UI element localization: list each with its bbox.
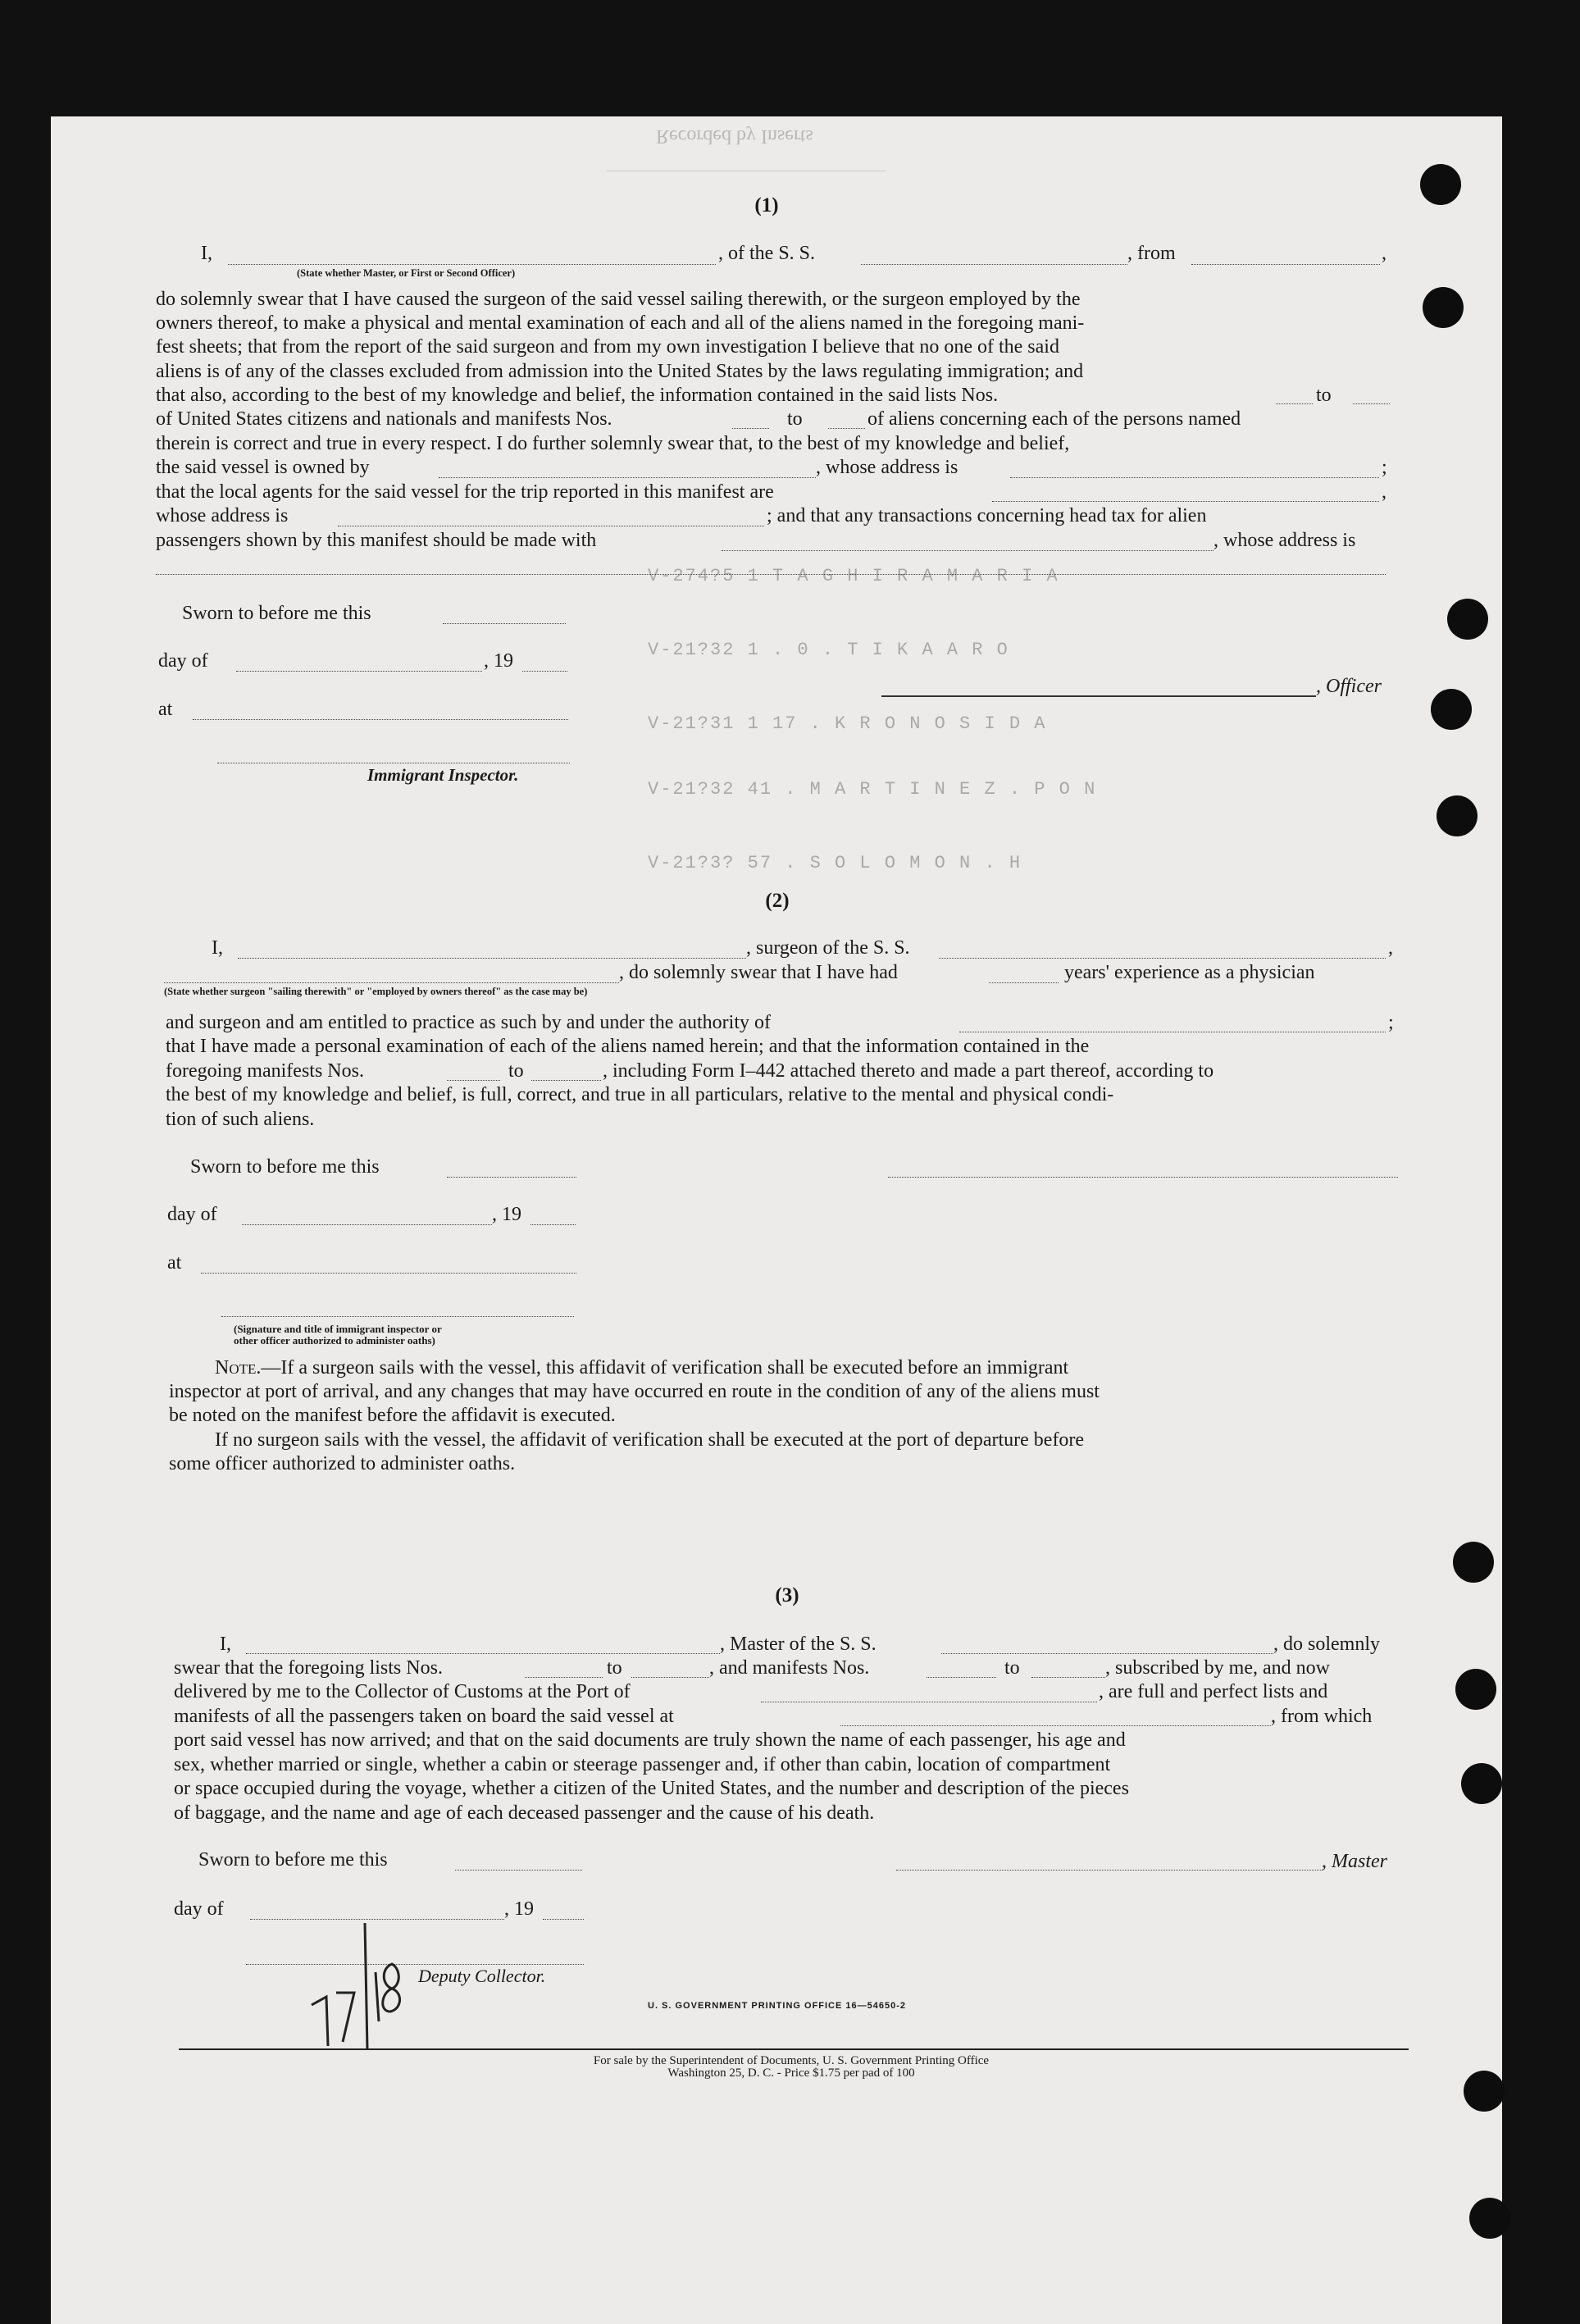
punch-hole: [1464, 2071, 1505, 2112]
s1-to: to: [1316, 385, 1332, 406]
sale-notice: Washington 25, D. C. - Price $1.75 per pad of 100: [667, 2067, 915, 2080]
s3-para-line: sex, whether married or single, whether a cabin or steerage passenger and, if other than cabin, location of compartment: [174, 1754, 1111, 1775]
s3-line3: delivered by me to the Collector of Customs at the Port of: [174, 1681, 631, 1702]
s3-master-label: , Master: [1322, 1851, 1387, 1872]
section-3-number: (3): [775, 1584, 799, 1606]
s2-year-field[interactable]: [530, 1224, 576, 1225]
punch-hole: [1431, 689, 1472, 730]
s3-line3: , are full and perfect lists and: [1099, 1681, 1328, 1702]
s1-comma: ,: [1382, 481, 1386, 503]
s1-lists-from-field[interactable]: [1276, 403, 1313, 404]
s3-line4: manifests of all the passengers taken on board the said vessel at: [174, 1706, 674, 1727]
s1-ship-field[interactable]: [861, 264, 1127, 265]
s1-at-field[interactable]: [193, 719, 568, 720]
punch-hole: [1447, 599, 1488, 640]
gpo-imprint: U. S. GOVERNMENT PRINTING OFFICE 16—54650-2: [648, 2001, 907, 2011]
s1-to: to: [787, 408, 803, 430]
s3-ship-field[interactable]: [941, 1653, 1273, 1654]
s2-note-line: If no surgeon sails with the vessel, the affidavit of verification shall be executed at the port of departure before: [215, 1429, 1085, 1451]
s2-year-label: , 19: [492, 1204, 521, 1225]
s2-comma: ,: [1388, 937, 1393, 959]
handwritten-number: [303, 1915, 426, 2054]
section-2-number: (2): [765, 890, 790, 912]
s3-line2: , subscribed by me, and now: [1105, 1657, 1330, 1679]
s1-headtax-address-field[interactable]: [156, 574, 1386, 575]
s3-para-line: of baggage, and the name and age of each deceased passenger and the cause of his death.: [174, 1802, 875, 1824]
s2-day-label: day of: [167, 1204, 217, 1225]
s2-to: to: [508, 1060, 524, 1082]
s3-manifests-to-field[interactable]: [1031, 1677, 1105, 1678]
s2-surgeon-name-field[interactable]: [238, 958, 746, 959]
s3-sworn-label: Sworn to before me this: [198, 1849, 388, 1871]
bleed-through: V-21?32 1 . 0 . T I K A A R O: [648, 640, 1009, 660]
footer-rule: [179, 2048, 1409, 2050]
s2-surgeon-signature-line[interactable]: [888, 1177, 1398, 1178]
s3-master-name-field[interactable]: [246, 1653, 720, 1654]
s1-officer-label: , Officer: [1316, 676, 1382, 697]
s3-para-line: port said vessel has now arrived; and that on the said documents are truly shown the name of each passenger, his age and: [174, 1729, 1126, 1751]
note-label: Note.: [215, 1357, 262, 1378]
s1-para-line: fest sheets; that from the report of the said surgeon and from my own investigation I believe that no one of the said: [156, 336, 1059, 358]
s1-lists-to-field[interactable]: [1353, 403, 1390, 404]
s2-sworn-field[interactable]: [447, 1177, 576, 1178]
s3-line1-end: , do solemnly: [1273, 1634, 1380, 1655]
s2-manifests-to-field[interactable]: [531, 1080, 601, 1081]
s2-para-line: the best of my knowledge and belief, is full, correct, and true in all particulars, relative to the mental and physical condi-: [166, 1084, 1114, 1105]
s2-day-field[interactable]: [242, 1224, 492, 1225]
s2-inspector-signature-line[interactable]: [221, 1316, 574, 1317]
s2-sig-caption: (Signature and title of immigrant inspector or: [234, 1323, 442, 1335]
s1-year-field[interactable]: [522, 671, 567, 672]
s1-line1-from: , from: [1127, 243, 1176, 264]
s1-line1-end: ,: [1382, 243, 1386, 264]
s2-at-label: at: [167, 1252, 182, 1274]
s2-at-field[interactable]: [201, 1273, 576, 1274]
s3-boarding-port-field[interactable]: [840, 1725, 1271, 1726]
punch-hole: [1461, 1763, 1502, 1804]
s2-note-line: be noted on the manifest before the affidavit is executed.: [169, 1405, 616, 1426]
s1-manifests-to-field[interactable]: [828, 428, 865, 429]
punch-hole: [1420, 164, 1461, 205]
s3-day-label: day of: [174, 1898, 224, 1920]
s3-to: to: [607, 1657, 622, 1679]
punch-hole: [1469, 2198, 1510, 2239]
s1-sworn-field[interactable]: [443, 623, 566, 624]
s2-line1-i: I,: [212, 937, 223, 959]
punch-hole: [1453, 1542, 1494, 1583]
s1-para-line: the said vessel is owned by: [156, 457, 370, 478]
s3-line1-i: I,: [220, 1634, 231, 1655]
s1-para-line: that the local agents for the said vessel for the trip reported in this manifest are: [156, 481, 774, 503]
s3-sworn-field[interactable]: [455, 1870, 582, 1871]
s2-manifests-from-field[interactable]: [447, 1080, 500, 1081]
s2-ship-field[interactable]: [939, 958, 1386, 959]
s2-sworn-label: Sworn to before me this: [190, 1156, 380, 1178]
s2-surgeon-status-field[interactable]: [164, 982, 619, 983]
s3-lists-to-field[interactable]: [631, 1677, 709, 1678]
s2-sig-caption: other officer authorized to administer oaths): [234, 1334, 435, 1347]
s1-at-label: at: [158, 699, 173, 720]
faded-stamp: Recorded by Inserts: [656, 125, 813, 147]
s1-officer-field[interactable]: [228, 264, 716, 265]
s1-line1-of: , of the S. S.: [718, 243, 816, 264]
bleed-through: V-21?3? 57 . S O L O M O N . H: [648, 853, 1022, 873]
bleed-through: V-21?31 1 17 . K R O N O S I D A: [648, 713, 1047, 734]
s2-line2: , do solemnly swear that I have had: [619, 962, 898, 983]
s2-note-line: [215, 1357, 1068, 1379]
bleed-through: V-21?32 41 . M A R T I N E Z . P O N: [648, 779, 1097, 800]
s3-manifests-from-field[interactable]: [927, 1677, 996, 1678]
s1-owner-address-field[interactable]: [1010, 477, 1379, 478]
s3-year-field[interactable]: [543, 1919, 584, 1920]
bleed-through: V-274?5 1 T A G H I R A M A R I A: [648, 566, 1059, 586]
s1-headtax-field[interactable]: [722, 550, 1213, 551]
s1-inspector-label: Immigrant Inspector.: [367, 765, 519, 785]
punch-hole: [1437, 795, 1478, 836]
s2-note-line: inspector at port of arrival, and any changes that may have occurred en route in the condition of any of the aliens must: [169, 1381, 1100, 1402]
s1-para-line: ; and that any transactions concerning head tax for alien: [767, 505, 1207, 526]
s3-line4: , from which: [1271, 1706, 1373, 1727]
s2-years-field[interactable]: [989, 982, 1059, 983]
s3-line2: swear that the foregoing lists Nos.: [174, 1657, 443, 1679]
s1-day-field[interactable]: [236, 671, 482, 672]
s2-para-line: and surgeon and am entitled to practice as such by and under the authority of: [166, 1012, 771, 1033]
s1-line1-i: I,: [201, 243, 212, 264]
s2-para-line: that I have made a personal examination of each of the aliens named herein; and that the information contained in the: [166, 1036, 1090, 1057]
section-1-number: (1): [754, 194, 779, 216]
s1-para-line: whose address is: [156, 505, 289, 526]
s3-to: to: [1004, 1657, 1020, 1679]
s1-sworn-label: Sworn to before me this: [182, 603, 371, 624]
s1-para-line: passengers shown by this manifest should be made with: [156, 530, 597, 551]
s2-caption: (State whether surgeon "sailing therewith" or "employed by owners thereof" as the case may be): [164, 986, 588, 997]
s2-line1-surgeon: , surgeon of the S. S.: [746, 937, 910, 959]
s3-lists-from-field[interactable]: [525, 1677, 603, 1678]
s1-para-line: that also, according to the best of my knowledge and belief, the information contained in the said lists Nos.: [156, 385, 999, 406]
punch-hole: [1455, 1669, 1496, 1710]
s2-semicolon: ;: [1388, 1012, 1394, 1033]
s2-para-line: , including Form I–442 attached thereto and made a part thereof, according to: [603, 1060, 1214, 1082]
s2-line2: years' experience as a physician: [1064, 962, 1315, 983]
s1-from-field[interactable]: [1191, 264, 1380, 265]
s1-semicolon: ;: [1382, 457, 1387, 478]
s3-line1-master: , Master of the S. S.: [720, 1634, 877, 1655]
s3-master-signature-line[interactable]: [896, 1870, 1323, 1871]
s2-para-line: foregoing manifests Nos.: [166, 1060, 364, 1082]
s1-para-line: therein is correct and true in every respect. I do further solemnly swear that, to the best of my knowledge and belief,: [156, 433, 1070, 454]
s2-para-line: tion of such aliens.: [166, 1109, 315, 1130]
s1-para-line: owners thereof, to make a physical and mental examination of each and all of the aliens named in the foregoing mani-: [156, 312, 1085, 334]
s1-officer-signature-line[interactable]: [881, 695, 1316, 697]
note-text: —If a surgeon sails with the vessel, this affidavit of verification shall be executed before an immigrant: [261, 1357, 1069, 1378]
s1-para-line: , whose address is: [1213, 530, 1356, 551]
s3-year-label: , 19: [504, 1898, 534, 1920]
s1-para-line: of United States citizens and nationals and manifests Nos.: [156, 408, 612, 430]
s1-owner-field[interactable]: [439, 477, 816, 478]
s3-para-line: or space occupied during the voyage, whether a citizen of the United States, and the number and description of the pieces: [174, 1778, 1129, 1799]
s3-line2: , and manifests Nos.: [709, 1657, 870, 1679]
s1-day-label: day of: [158, 650, 208, 672]
s2-note-line: some officer authorized to administer oaths.: [169, 1453, 516, 1474]
s1-year-label: , 19: [484, 650, 513, 672]
punch-hole: [1423, 287, 1464, 328]
s1-para-line: , whose address is: [816, 457, 958, 478]
sale-notice: For sale by the Superintendent of Documents, U. S. Government Printing Office: [593, 2054, 990, 2067]
s1-para-line: of aliens concerning each of the persons named: [867, 408, 1241, 430]
s1-para-line: do solemnly swear that I have caused the surgeon of the said vessel sailing therewith, or the surgeon employed by the: [156, 289, 1081, 310]
s3-deputy-label: Deputy Collector.: [418, 1966, 546, 1986]
s1-manifests-from-field[interactable]: [732, 428, 769, 429]
s1-agents-field[interactable]: [992, 501, 1379, 502]
s1-para-line: aliens is of any of the classes excluded from admission into the United States by the laws regulating immigration; and: [156, 361, 1084, 382]
s1-caption: (State whether Master, or First or Second Officer): [297, 267, 516, 279]
